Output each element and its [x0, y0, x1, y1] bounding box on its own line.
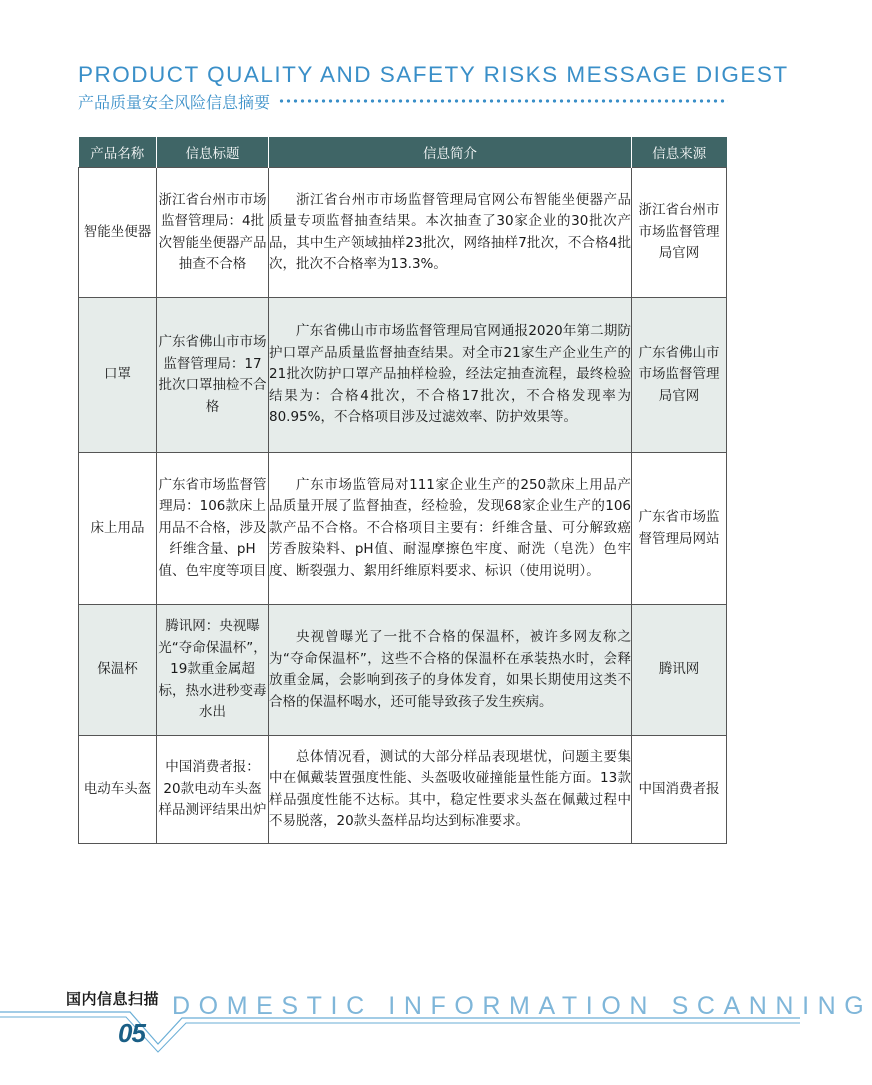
cell-product-name: 口罩 [79, 298, 157, 453]
table-row [79, 736, 727, 844]
table-header-row [79, 137, 727, 168]
cell-info-title: 中国消费者报：20款电动车头盔样品测评结果出炉 [157, 736, 269, 844]
cell-info-title: 广东省佛山市市场监督管理局：17批次口罩抽检不合格 [157, 298, 269, 453]
col-header-title: 信息标题 [157, 137, 269, 168]
table-row [79, 168, 727, 298]
cell-product-name: 保温杯 [79, 605, 157, 736]
cell-info-source: 广东省市场监督管理局网站 [632, 453, 727, 605]
cell-info-summary: 央视曾曝光了一批不合格的保温杯，被许多网友称之为“夺命保温杯”，这些不合格的保温杯在承装热水时，会释放重金属，会影响到孩子的身体发育，如果长期使用这类不合格的保温杯喝水，还可能导致孩子发生疾病。 [269, 605, 632, 736]
header-title-cn: 产品质量安全风险信息摘要 [78, 92, 271, 112]
col-header-product: 产品名称 [79, 137, 157, 168]
page-number: 05 [118, 1018, 145, 1048]
cell-info-title: 腾讯网：央视曝光“夺命保温杯”，19款重金属超标，热水进秒变毒水出 [157, 605, 269, 736]
cell-info-source: 广东省佛山市市场监督管理局官网 [632, 298, 727, 453]
col-header-summary: 信息简介 [269, 137, 632, 168]
header-title-en: PRODUCT QUALITY AND SAFETY RISKS MESSAGE DIGEST [78, 62, 789, 87]
cell-product-name: 电动车头盔 [79, 736, 157, 844]
cell-product-name: 智能坐便器 [79, 168, 157, 298]
header-subtitle-row [78, 90, 728, 112]
cell-info-summary: 总体情况看，测试的大部分样品表现堪忧，问题主要集中在佩戴装置强度性能、头盔吸收碰撞能量性能方面。13款样品强度性能不达标。其中，稳定性要求头盔在佩戴过程中不易脱落，20款头盔样品均达到标准要求。 [269, 736, 632, 844]
cell-info-source: 浙江省台州市市场监督管理局官网 [632, 168, 727, 298]
table-row [79, 298, 727, 453]
footer-section-en: DOMESTIC INFORMATION SCANNING [172, 992, 872, 1020]
table-row [79, 605, 727, 736]
cell-info-title: 浙江省台州市市场监督管理局：4批次智能坐便器产品抽查不合格 [157, 168, 269, 298]
cell-info-source: 中国消费者报 [632, 736, 727, 844]
cell-info-summary: 浙江省台州市市场监督管理局官网公布智能坐便器产品质量专项监督抽查结果。本次抽查了30家企业的30批次产品，其中生产领域抽样23批次，网络抽样7批次，不合格4批次，批次不合格率为13.3%。 [269, 168, 632, 298]
cell-info-title: 广东省市场监督管理局：106款床上用品不合格，涉及纤维含量、pH值、色牢度等项目 [157, 453, 269, 605]
footer-section-cn: 国内信息扫描 [66, 990, 160, 1008]
cell-product-name: 床上用品 [79, 453, 157, 605]
digest-table [78, 137, 727, 844]
table-row [79, 453, 727, 605]
cell-info-source: 腾讯网 [632, 605, 727, 736]
dotted-rule [278, 99, 728, 103]
col-header-source: 信息来源 [632, 137, 727, 168]
cell-info-summary: 广东省佛山市市场监督管理局官网通报2020年第二期防护口罩产品质量监督抽查结果。对全市21家生产企业生产的21批次防护口罩产品抽样检验，经法定抽查流程，最终检验结果为：合格4批次，不合格17批次，不合格发现率为80.95%，不合格项目涉及过滤效率、防护效果等。 [269, 298, 632, 453]
cell-info-summary: 广东市场监管局对111家企业生产的250款床上用品产品质量开展了监督抽查，经检验，发现68家企业生产的106款产品不合格。不合格项目主要有：纤维含量、可分解致癌芳香胺染料、pH值、耐湿摩擦色牢度、耐洗（皂洗）色牢度、断裂强力、絮用纤维原料要求、标识（使用说明）。 [269, 453, 632, 605]
